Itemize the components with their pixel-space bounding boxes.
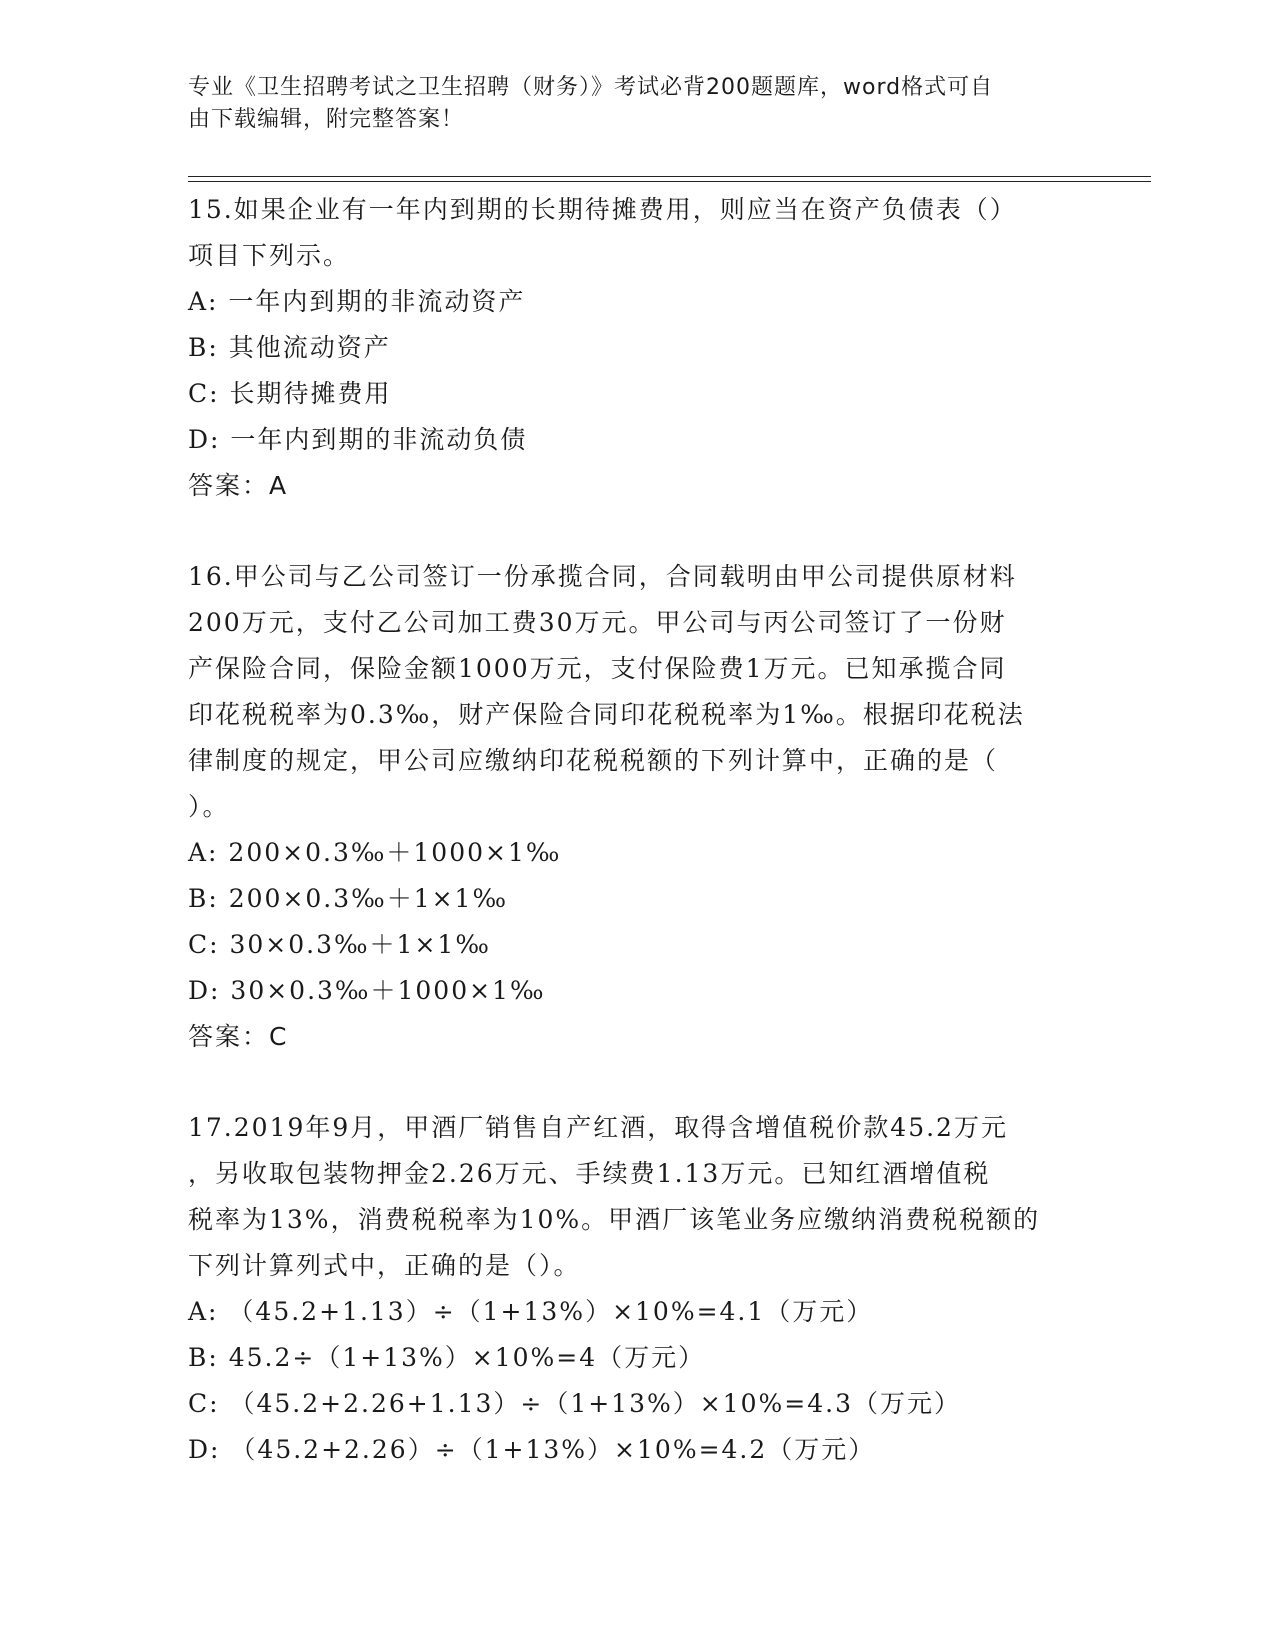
answer-line: 答案：C — [188, 1022, 289, 1051]
option-d: D: 30×0.3‰＋1000×1‰ — [188, 976, 546, 1005]
document-header — [188, 72, 1068, 136]
option-a: A: （45.2+1.13）÷（1+13%）×10%=4.1（万元） — [188, 1297, 874, 1326]
question-16 — [188, 554, 1068, 1060]
question-spacer — [188, 509, 1068, 554]
header-divider — [188, 176, 1151, 177]
question-stem-line: 产保险合同，保险金额1000万元，支付保险费1万元。已知承揽合同 — [188, 654, 1007, 683]
option-c: C: （45.2+2.26+1.13）÷（1+13%）×10%=4.3（万元） — [188, 1389, 961, 1418]
question-stem-line: 律制度的规定，甲公司应缴纳印花税税额的下列计算中，正确的是（ — [188, 746, 999, 775]
option-b: B: 200×0.3‰＋1×1‰ — [188, 884, 509, 913]
question-stem-line: 项目下列示。 — [188, 241, 351, 270]
question-stem-line: 17.2019年9月，甲酒厂销售自产红酒，取得含增值税价款45.2万元 — [188, 1113, 1008, 1142]
option-b: B: 45.2÷（1+13%）×10%=4（万元） — [188, 1343, 706, 1372]
question-stem-line: 税率为13%，消费税税率为10%。甲酒厂该笔业务应缴纳消费税税额的 — [188, 1205, 1041, 1234]
question-list — [188, 187, 1068, 1473]
option-b: B: 其他流动资产 — [188, 333, 391, 362]
header-line-2: 由下载编辑，附完整答案！ — [188, 107, 465, 132]
question-stem-line: 16.甲公司与乙公司签订一份承揽合同，合同载明由甲公司提供原材料 — [188, 562, 1017, 591]
question-stem-line: 印花税税率为0.3‰，财产保险合同印花税税率为1‰。根据印花税法 — [188, 700, 1025, 729]
question-stem-line: ，另收取包装物押金2.26万元、手续费1.13万元。已知红酒增值税 — [188, 1159, 991, 1188]
option-a: A: 一年内到期的非流动资产 — [188, 287, 526, 316]
option-d: D: 一年内到期的非流动负债 — [188, 425, 528, 454]
question-stem-line: ）。 — [188, 792, 230, 821]
question-stem-line: 200万元，支付乙公司加工费30万元。甲公司与丙公司签订了一份财 — [188, 608, 1007, 637]
option-a: A: 200×0.3‰＋1000×1‰ — [188, 838, 562, 867]
question-stem-line: 15.如果企业有一年内到期的长期待摊费用，则应当在资产负债表（） — [188, 195, 1017, 224]
question-stem-line: 下列计算列式中，正确的是（）。 — [188, 1251, 581, 1280]
header-line-1: 专业《卫生招聘考试之卫生招聘（财务）》考试必背200题题库，word格式可自 — [188, 75, 994, 100]
question-15 — [188, 187, 1068, 509]
question-17 — [188, 1105, 1068, 1473]
answer-line: 答案：A — [188, 471, 289, 500]
option-c: C: 30×0.3‰＋1×1‰ — [188, 930, 491, 959]
option-d: D: （45.2+2.26）÷（1+13%）×10%=4.2（万元） — [188, 1435, 876, 1464]
header-divider-thin — [188, 181, 1151, 182]
question-spacer — [188, 1060, 1068, 1105]
option-c: C: 长期待摊费用 — [188, 379, 392, 408]
